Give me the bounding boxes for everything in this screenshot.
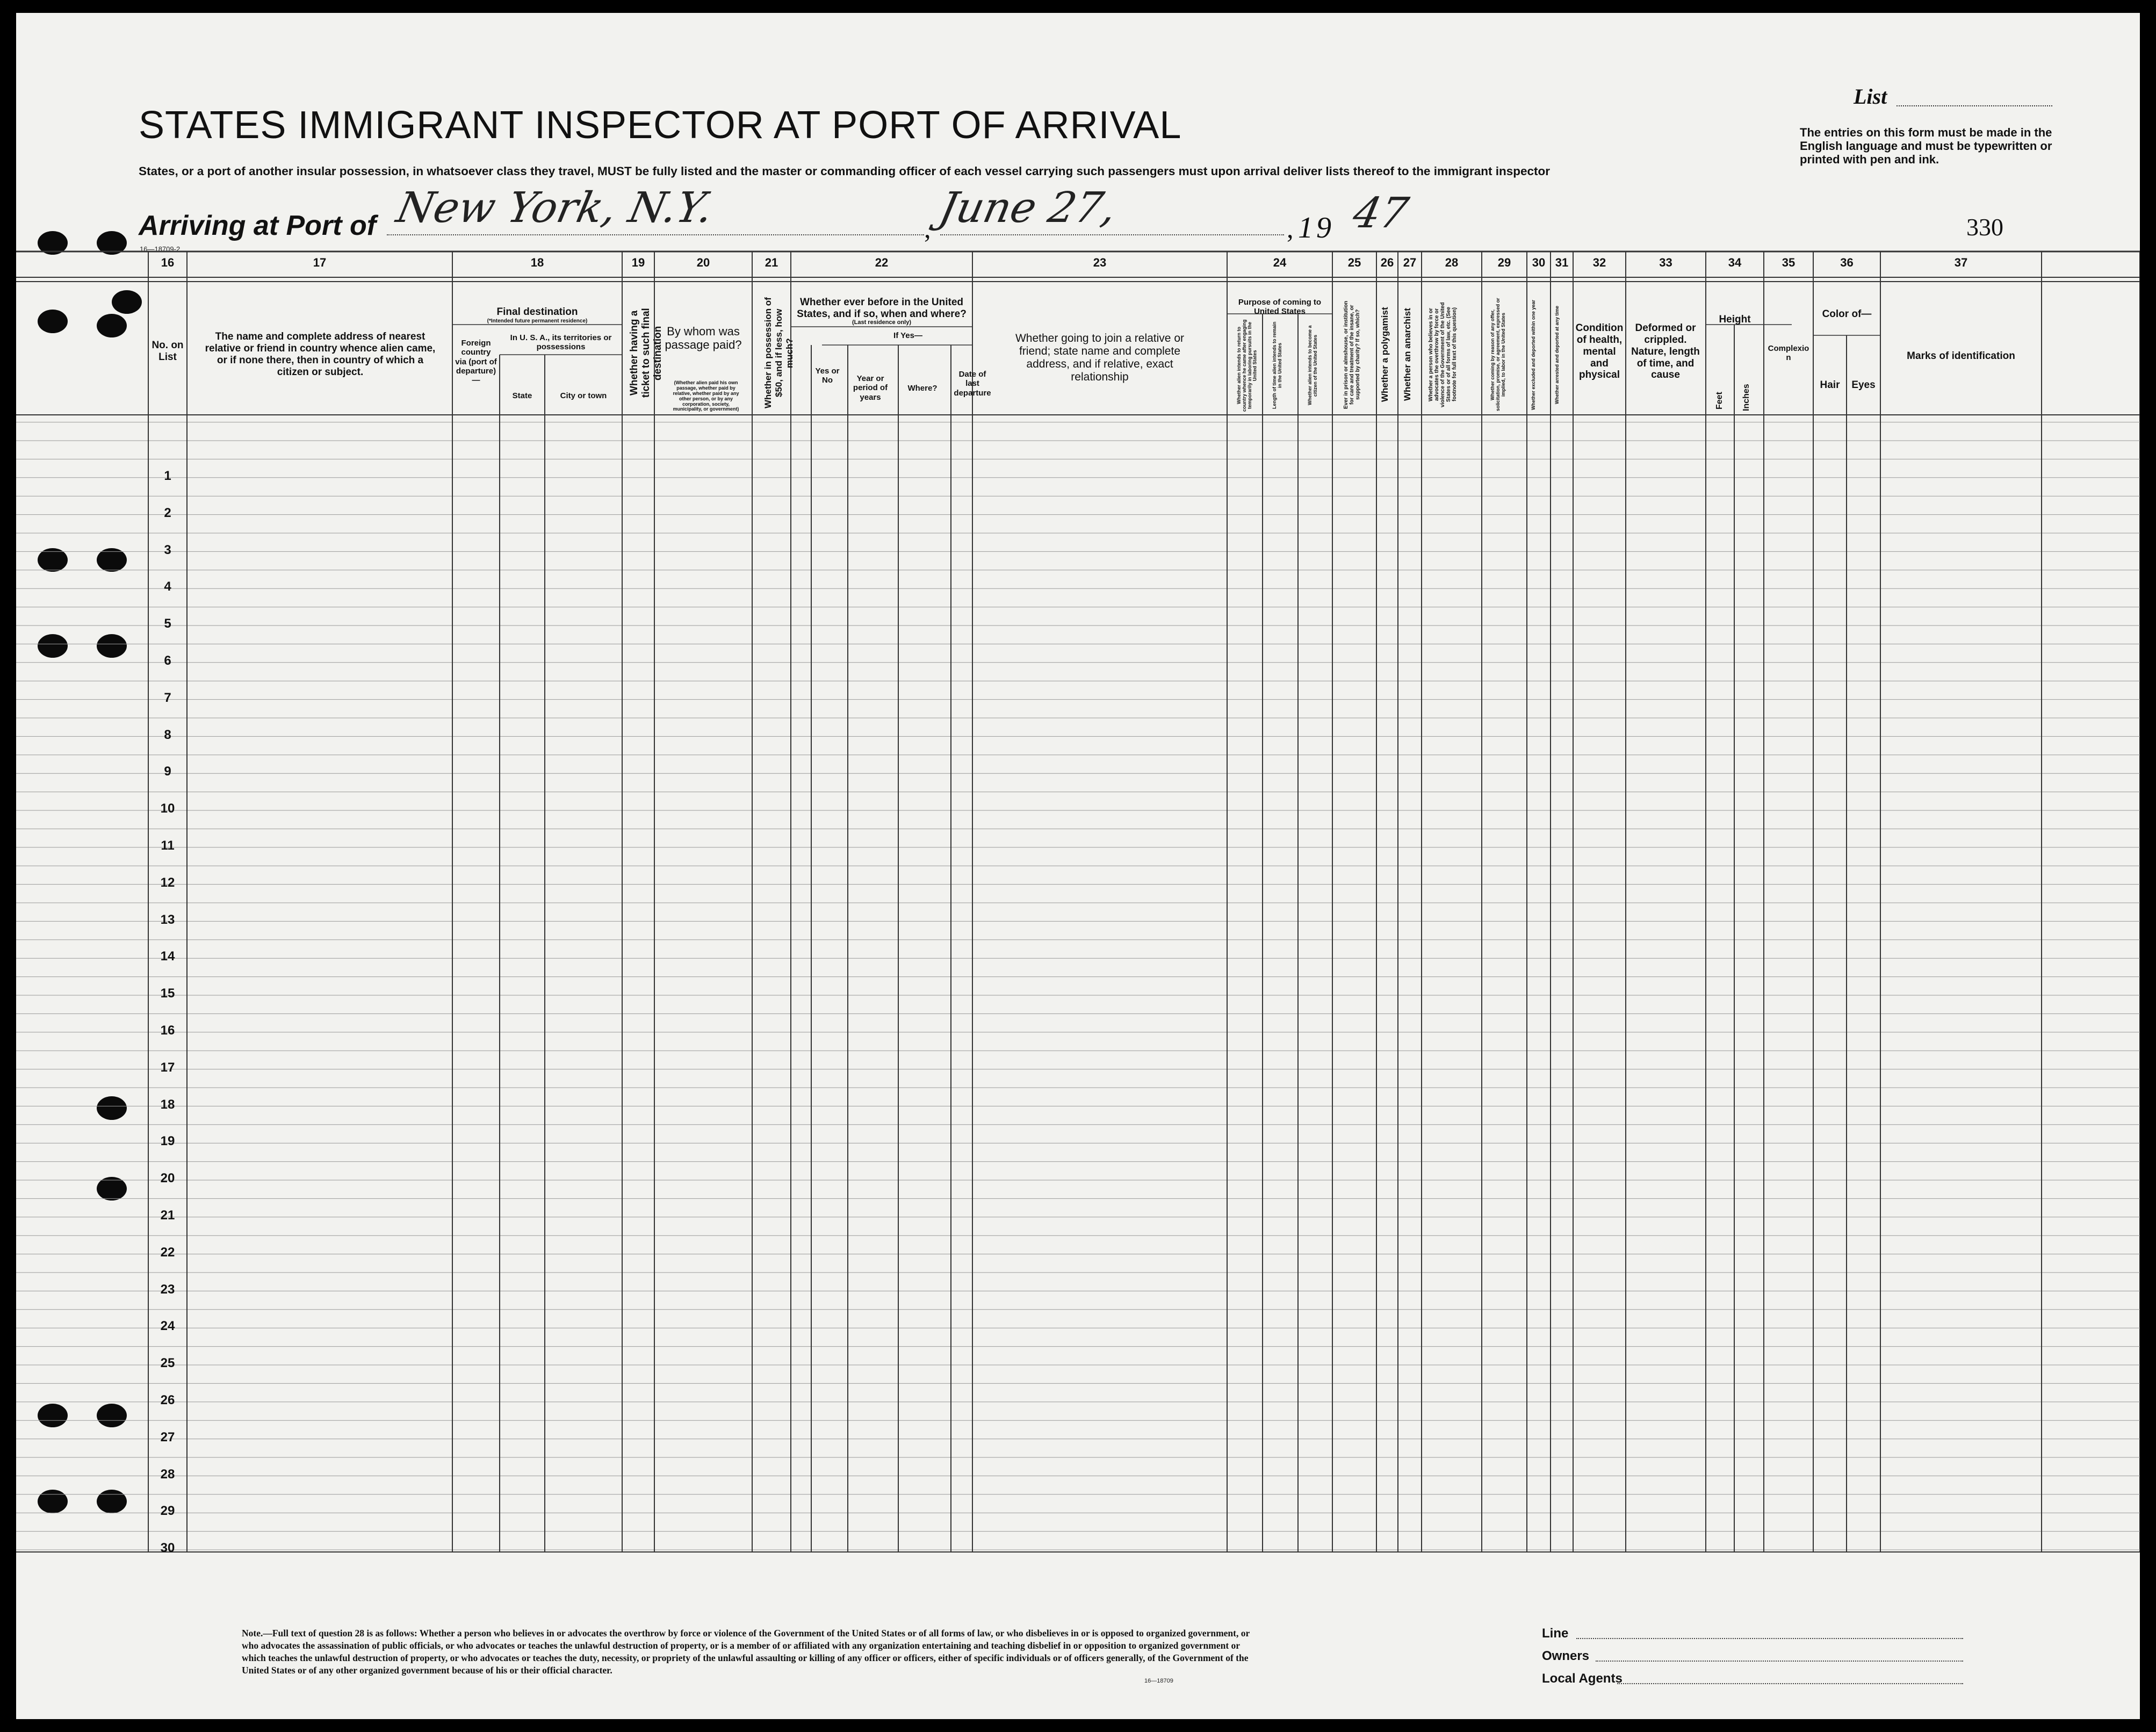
col19-heading: Whether having a ticket to such final destination: [629, 308, 664, 398]
col28-heading: Whether a person who believes in or advocates the overthrow by force or violence of the Government of the United States or of all forms of law, etc. (See footnote for full text of this question): [1428, 302, 1458, 407]
col-number-25: 25: [1347, 256, 1361, 269]
col34-inches: Inches: [1742, 384, 1751, 412]
row-number: 18: [160, 1097, 175, 1112]
col34-feet: Feet: [1715, 392, 1724, 410]
col20-heading: By whom was passage paid?: [665, 325, 742, 352]
col16-heading: No. on List: [152, 340, 184, 363]
col22-ifyes: If Yes—: [893, 331, 922, 340]
col24c-heading: Whether alien intends to become a citizen of the United States: [1307, 325, 1318, 406]
row-number: 28: [160, 1467, 175, 1482]
col-number-32: 32: [1592, 256, 1606, 269]
row-number: 22: [160, 1245, 175, 1260]
col18-foreign-heading: Foreign country via (port of departure)—: [455, 339, 497, 385]
col-number-22: 22: [875, 256, 889, 269]
question-28-note: Note.—Full text of question 28 is as follows: Whether a person who believes in or advocates the overthrow by force or violence of the Government of the United States or of all forms of law, or who disbelieves in or is opposed to organized government, or who advocates the assassination of public officials, or who advocates or teaches the unlawful destruction of property, or is a member of or affiliated with any organization entertaining and teaching disbelief in or opposition to organized government or which teaches the unlawful destruction of property, or who advocates or teaches the duty, necessity, or propriety of the unlawful assaulting or killing of any officer or officers, either of specific individuals or of officers generally, of the Government of the United States or of any other organized government because of his or their official character.: [242, 1628, 1250, 1676]
form-subtitle: States, or a port of another insular possession, in whatsoever class they travel, MUST be fully listed and the master or commanding officer of each vessel carrying such passengers must upon arrival deliver lists thereof to the immigrant inspector: [139, 164, 1550, 178]
col-number-20: 20: [696, 256, 710, 269]
row-number: 23: [160, 1282, 175, 1297]
handwritten-date: June 27,: [935, 184, 1121, 232]
col30-heading: Whether excluded and deported within one year: [1531, 299, 1536, 410]
col-number-29: 29: [1497, 256, 1511, 269]
col-number-18: 18: [530, 256, 544, 269]
row-number: 11: [161, 838, 175, 853]
col37-heading: Marks of identification: [1907, 350, 2015, 362]
col32-heading: Condition of health, mental and physical: [1575, 322, 1624, 381]
col22-yesno: Yes or No: [815, 366, 840, 385]
col22-year: Year or period of years: [853, 374, 888, 402]
page-number: 330: [1966, 213, 2003, 241]
col-number-19: 19: [631, 256, 645, 269]
col29-heading: Whether coming by reason of any offer, solicitation, promise, or agreement, expressed or implied, to labor in the United States: [1490, 298, 1506, 412]
col22-date: Date of last departure: [954, 370, 991, 398]
form-title: STATES IMMIGRANT INSPECTOR AT PORT OF ARRIVAL: [139, 104, 1182, 147]
col22-where: Where?: [907, 384, 938, 393]
col31-heading: Whether arrested and deported at any time: [1554, 305, 1560, 404]
row-number: 27: [160, 1429, 175, 1444]
row-number: 6: [164, 653, 171, 668]
col-number-36: 36: [1840, 256, 1854, 269]
col36-heading: Color of—: [1822, 308, 1872, 320]
col22-subheading: (Last residence only): [852, 319, 912, 326]
col18-subheading: (*Intended future permanent residence): [487, 318, 588, 324]
col18-state-heading: State: [512, 391, 532, 400]
row-number: 5: [164, 616, 171, 631]
line-label: Line: [1542, 1626, 1569, 1641]
row-number: 17: [160, 1060, 175, 1075]
row-number: 2: [164, 505, 171, 520]
owners-field[interactable]: [1596, 1661, 1963, 1662]
form-code: 16—18709-2: [140, 245, 181, 253]
col18-heading: Final destination: [496, 306, 578, 318]
col-number-35: 35: [1782, 256, 1796, 269]
col21-heading: Whether in possession of $50, and if less, how much?: [763, 297, 795, 409]
local-agents-label: Local Agents: [1542, 1671, 1623, 1686]
comma: ,: [1287, 213, 1294, 243]
row-number: 19: [160, 1134, 175, 1149]
note-code: 16—18709: [1144, 1678, 1173, 1684]
col-number-24: 24: [1273, 256, 1287, 269]
col22-heading: Whether ever before in the United States, and if so, when and where?: [797, 297, 967, 320]
row-number: 26: [160, 1393, 175, 1407]
col27-heading: Whether an anarchist: [1402, 308, 1412, 401]
handwritten-port: New York, N.Y.: [392, 184, 718, 232]
row-number: 20: [160, 1171, 175, 1186]
row-number: 30: [160, 1541, 175, 1556]
col-number-31: 31: [1555, 256, 1569, 269]
row-number: 16: [160, 1023, 175, 1038]
col36-eyes: Eyes: [1851, 379, 1876, 391]
row-number: 10: [160, 801, 175, 816]
local-agents-field[interactable]: [1617, 1683, 1963, 1684]
col18-usa-heading: In U. S. A., its territories or possessions: [510, 333, 612, 352]
row-number: 3: [164, 542, 171, 557]
col36-hair: Hair: [1820, 379, 1840, 391]
col20-subheading: (Whether alien paid his own passage, whether paid by relative, whether paid by any other person, or by any corporation, society, municipality, or government): [673, 380, 739, 412]
handwritten-year: 47: [1349, 189, 1412, 238]
col-number-30: 30: [1532, 256, 1546, 269]
col33-heading: Deformed or crippled. Nature, length of time, and cause: [1631, 322, 1700, 381]
owners-label: Owners: [1542, 1649, 1590, 1663]
col24-heading: Purpose of coming to United States: [1238, 298, 1322, 317]
col-number-26: 26: [1380, 256, 1394, 269]
col17-heading: The name and complete address of nearest relative or friend in country whence alien came, or if none there, then in country of which a citizen or subject.: [205, 331, 436, 378]
col35-heading: Complexion: [1768, 344, 1809, 363]
col-number-34: 34: [1728, 256, 1742, 269]
row-number: 4: [164, 579, 171, 594]
col24b-heading: Length of time alien intends to remain in the United States: [1272, 321, 1282, 409]
row-number: 14: [160, 949, 175, 964]
row-number: 24: [160, 1319, 175, 1334]
row-number: 7: [164, 690, 171, 705]
col-number-21: 21: [765, 256, 778, 269]
col25-heading: Ever in prison or almshouse, or institution for care and treatment of the insane, or supported by charity? If so, which?: [1343, 300, 1361, 409]
col-number-33: 33: [1659, 256, 1672, 269]
col34-heading: Height: [1719, 314, 1751, 325]
year-prefix: 19: [1298, 211, 1335, 245]
col24a-heading: Whether alien intends to return to country whence he came after engaging temporarily in laboring pursuits in the United States: [1236, 319, 1258, 412]
list-label: List: [1854, 84, 1887, 109]
row-number: 21: [160, 1208, 175, 1223]
col23-heading: Whether going to join a relative or friend; state name and complete address, and if relative, exact relationship: [1015, 332, 1184, 384]
row-number: 12: [160, 875, 175, 890]
col-number-37: 37: [1954, 256, 1968, 269]
col-number-17: 17: [313, 256, 327, 269]
col-number-23: 23: [1093, 256, 1107, 269]
line-field[interactable]: [1576, 1638, 1963, 1639]
row-number: 25: [160, 1356, 175, 1371]
row-number: 1: [164, 469, 171, 483]
col26-heading: Whether a polygamist: [1380, 307, 1390, 403]
comma: ,: [924, 213, 931, 243]
col-number-27: 27: [1403, 256, 1417, 269]
arriving-label: Arriving at Port of: [139, 210, 377, 241]
col18-city-heading: City or town: [560, 391, 607, 400]
row-number: 29: [160, 1504, 175, 1519]
col-number-28: 28: [1445, 256, 1459, 269]
row-number: 15: [160, 986, 175, 1001]
row-number: 8: [164, 727, 171, 742]
row-number: 9: [164, 764, 171, 779]
row-number: 13: [160, 912, 175, 927]
manifest-sheet: [16, 13, 2140, 1719]
col-number-16: 16: [161, 256, 175, 269]
entries-instruction: The entries on this form must be made in the English language and must be typewritten or printed with pen and ink.: [1800, 126, 2052, 166]
